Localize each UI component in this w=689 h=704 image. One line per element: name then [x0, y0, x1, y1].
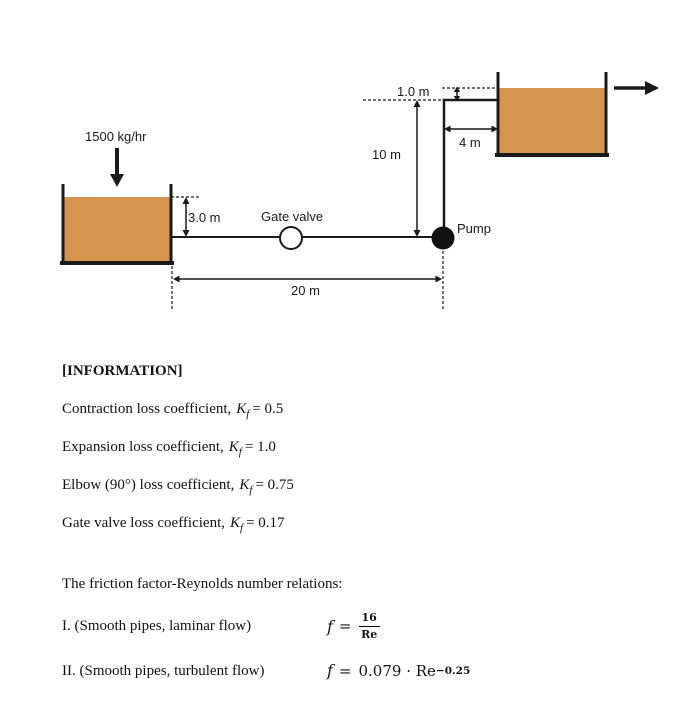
info-item-contraction: [62, 400, 283, 423]
f-symbol: f: [327, 616, 333, 636]
formula-expression: 0.079 · Re: [358, 661, 436, 680]
top-offset-label: 1.0 m: [397, 84, 430, 99]
bottom-length-label: 20 m: [291, 283, 320, 298]
inflow-arrow-icon: [110, 148, 124, 187]
info-value: = 0.75: [255, 477, 294, 493]
pump-label: Pump: [457, 221, 491, 236]
equals-sign: =: [338, 617, 352, 636]
info-label: Contraction loss coefficient,: [62, 401, 232, 417]
info-value: = 0.5: [252, 401, 284, 417]
top-run-dimension-arrow: [444, 126, 498, 133]
k-subscript: f: [240, 522, 244, 534]
right-tank-liquid: [500, 88, 605, 155]
fraction-denominator: Re: [361, 627, 378, 641]
friction-row1-formula: [327, 611, 380, 642]
left-depth-label: 3.0 m: [188, 210, 221, 225]
left-tank-liquid: [65, 197, 170, 262]
formula-exponent: −0.25: [435, 664, 471, 677]
pump-icon: [432, 227, 455, 250]
friction-intro: The friction factor-Reynolds number relations:: [62, 576, 343, 592]
bottom-length-dimension-arrow: [173, 276, 442, 283]
outflow-arrow-icon: [614, 81, 659, 95]
gate-valve-label: Gate valve: [261, 209, 324, 224]
k-symbol: K: [228, 439, 239, 455]
left-tank: [60, 184, 174, 263]
f-symbol: f: [327, 661, 333, 680]
k-symbol: K: [236, 401, 247, 417]
info-label: Elbow (90°) loss coefficient,: [62, 477, 235, 493]
piping-diagram: [0, 0, 689, 340]
k-symbol: K: [239, 477, 250, 493]
gate-valve-icon: [280, 227, 302, 249]
top-run-label: 4 m: [459, 135, 481, 150]
info-value: = 0.17: [246, 515, 285, 531]
info-item-elbow: [62, 476, 294, 499]
friction-row2-label: II. (Smooth pipes, turbulent flow): [62, 663, 265, 679]
k-subscript: f: [246, 408, 250, 420]
k-symbol: K: [230, 515, 241, 531]
friction-row1-label: I. (Smooth pipes, laminar flow): [62, 618, 252, 634]
info-item-expansion: [62, 438, 276, 461]
fraction: [359, 611, 380, 642]
info-item-gate-valve: [62, 514, 285, 537]
info-value: = 1.0: [244, 439, 276, 455]
k-subscript: f: [249, 484, 253, 496]
info-label: Gate valve loss coefficient,: [62, 515, 225, 531]
fraction-numerator: 16: [359, 611, 380, 627]
riser-height-dimension-arrow: [414, 100, 421, 237]
inflow-rate-label: 1500 kg/hr: [85, 129, 147, 144]
k-subscript: f: [238, 446, 242, 458]
equals-sign: =: [338, 661, 352, 680]
info-label: Expansion loss coefficient,: [62, 439, 224, 455]
right-tank: [495, 72, 609, 155]
information-header: [INFORMATION]: [62, 363, 183, 379]
friction-row2-formula: [327, 661, 470, 680]
riser-height-label: 10 m: [372, 147, 401, 162]
